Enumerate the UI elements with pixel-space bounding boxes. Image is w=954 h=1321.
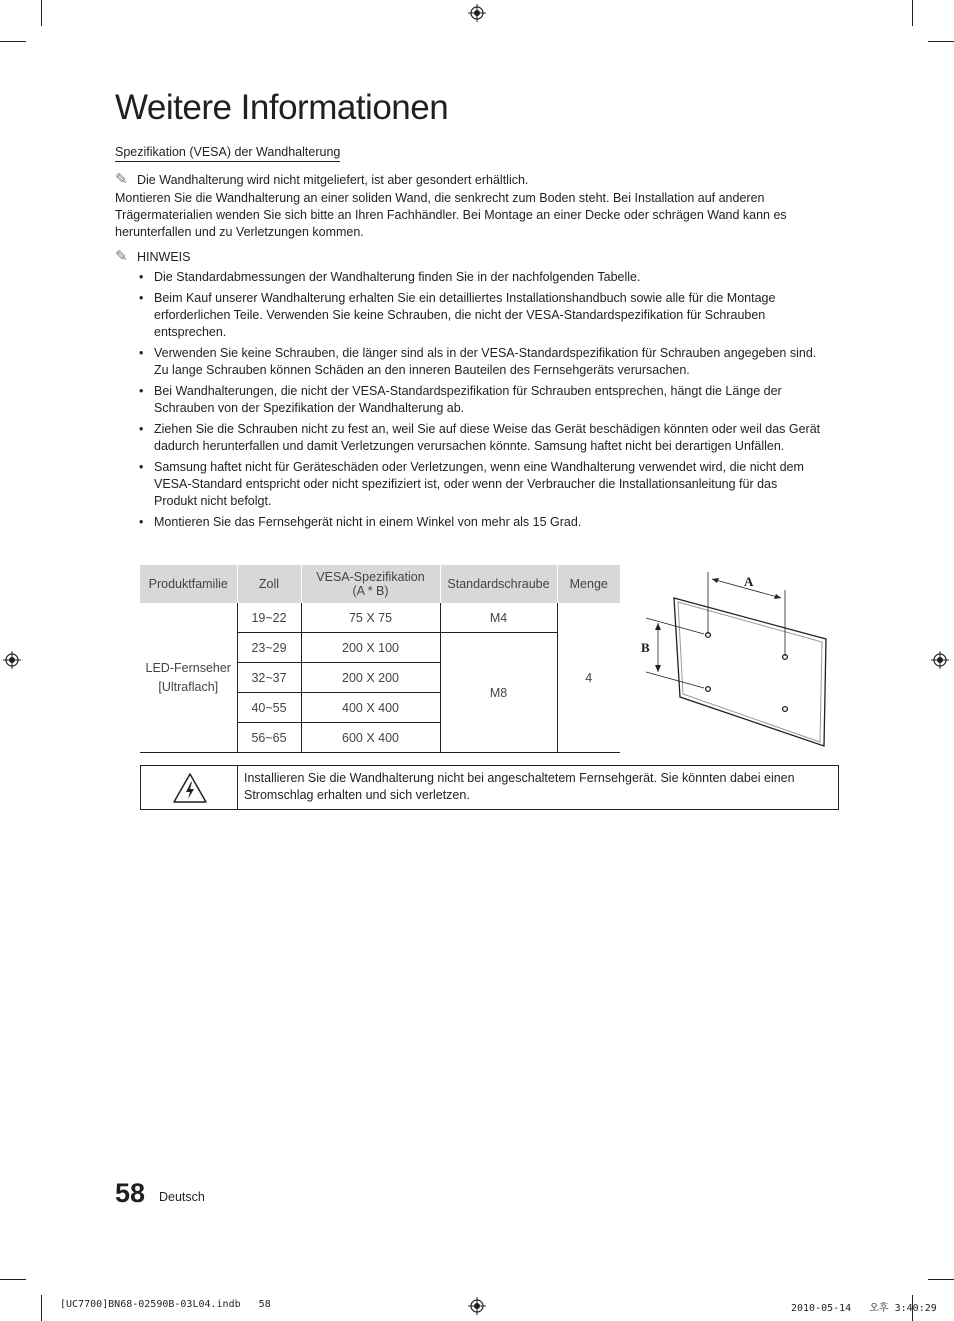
registration-mark-icon: [3, 651, 21, 669]
list-item: • Die Standardabmessungen der Wandhalterung finden Sie in der nachfolgenden Tabelle.: [136, 269, 821, 286]
header-vesa: [301, 565, 440, 603]
crop-mark: [928, 1279, 954, 1280]
hinweis-list: [136, 269, 821, 535]
label-b: B: [641, 640, 650, 655]
vesa-spec-table: [140, 565, 620, 753]
family-cell: [140, 603, 237, 753]
screw-cell: M4: [440, 603, 557, 633]
list-item: • Samsung haftet nicht für Geräteschäden oder Verletzungen, wenn eine Wandhalterung verwendet wird, die nicht dem VESA-Standard entspricht oder nicht spezifiziert ist, oder wenn der Verbraucher die Installationsanleitung für das Produkt nicht befolgt.: [136, 459, 821, 510]
crop-mark: [928, 41, 954, 42]
warning-box: [140, 765, 839, 810]
hinweis-label: HINWEIS: [137, 250, 191, 264]
quantity-cell: 4: [557, 603, 620, 753]
vesa-cell: 75 X 75: [301, 603, 440, 633]
family-line1: LED-Fernseher: [145, 660, 231, 675]
pencil-icon: ✎: [115, 171, 128, 188]
list-item: • Montieren Sie das Fernsehgerät nicht in einem Winkel von mehr als 15 Grad.: [136, 514, 821, 531]
list-item: • Verwenden Sie keine Schrauben, die länger sind als in der VESA-Standardspezifikation für Schrauben angegeben sind. Zu lange Schrauben können Schäden an den inneren Bauteilen des Fernsehgeräts verursachen.: [136, 345, 821, 379]
screw-cell: M8: [440, 633, 557, 753]
footer-file-info: [UC7700]BN68-02590B-03L04.indb 58: [60, 1299, 271, 1310]
table-row: [140, 603, 620, 633]
vesa-cell: 600 X 400: [301, 723, 440, 753]
zoll-cell: 23~29: [237, 633, 301, 663]
vesa-cell: 200 X 100: [301, 633, 440, 663]
table-header-row: [140, 565, 620, 603]
vesa-cell: 400 X 400: [301, 693, 440, 723]
note-text: Die Wandhalterung wird nicht mitgeliefert, ist aber gesondert erhältlich.: [137, 173, 529, 187]
intro-paragraph: Montieren Sie die Wandhalterung an einer soliden Wand, die senkrecht zum Boden steht. Bei Installation auf anderen Trägermaterialien wenden Sie sich bitte an Ihren Fachhändler. Bei Montage an einer Decke oder schrägen Wand kann es herunterfallen und zu Verletzungen kommen.: [115, 191, 787, 239]
section-title: Spezifikation (VESA) der Wandhalterung: [115, 145, 340, 162]
list-item: • Bei Wandhalterungen, die nicht der VESA-Standardspezifikation für Schrauben entsprechen, hängt die Länge der Schrauben von der Spezifikation der Wandhalterung ab.: [136, 383, 821, 417]
hinweis-heading: [115, 248, 190, 266]
crop-mark: [41, 1295, 42, 1321]
zoll-cell: 19~22: [237, 603, 301, 633]
crop-mark: [0, 41, 26, 42]
tv-back-outline: [674, 598, 826, 746]
footer-timestamp: 2010-05-14 오후 3:40:29: [791, 1303, 937, 1314]
header-zoll: Zoll: [237, 565, 301, 603]
crop-mark: [912, 0, 913, 26]
tv-mount-diagram: [636, 566, 836, 751]
header-vesa-line1: VESA-Spezifikation: [316, 570, 425, 584]
note-line: [115, 171, 825, 189]
zoll-cell: 40~55: [237, 693, 301, 723]
header-standardschraube: Standardschraube: [440, 565, 557, 603]
mount-hole: [706, 687, 711, 692]
page-language: Deutsch: [159, 1190, 205, 1204]
registration-mark-icon: [468, 4, 486, 22]
warning-icon-cell: [141, 766, 238, 809]
zoll-cell: 56~65: [237, 723, 301, 753]
crop-mark: [41, 0, 42, 26]
header-menge: Menge: [557, 565, 620, 603]
crop-mark: [0, 1279, 26, 1280]
zoll-cell: 32~37: [237, 663, 301, 693]
header-vesa-line2: (A * B): [352, 584, 389, 598]
mount-hole: [783, 707, 788, 712]
electric-warning-icon: [172, 772, 208, 804]
family-line2: [Ultraflach]: [158, 679, 219, 694]
label-a: A: [744, 574, 754, 589]
list-item: • Beim Kauf unserer Wandhalterung erhalten Sie ein detailliertes Installationshandbuch sowie alle für die Montage erforderlichen Teile. Verwenden Sie keine Schrauben, die nicht der VESA-Standardspezifikation für Schrauben entsprechen.: [136, 290, 821, 341]
registration-mark-icon: [468, 1297, 486, 1315]
vesa-cell: 200 X 200: [301, 663, 440, 693]
registration-mark-icon: [931, 651, 949, 669]
list-item: • Ziehen Sie die Schrauben nicht zu fest an, weil Sie auf diese Weise das Gerät beschädigen könnten oder weil das Gerät dadurch herunterfallen und damit Verletzungen verursachen könnte. Samsung haftet nicht bei derartigen Unfällen.: [136, 421, 821, 455]
header-produktfamilie: Produktfamilie: [140, 565, 237, 603]
pencil-icon: ✎: [115, 248, 128, 265]
page-number: 58: [115, 1178, 146, 1208]
page-title: Weitere Informationen: [115, 88, 449, 127]
warning-text: Installieren Sie die Wandhalterung nicht bei angeschaltetem Fernsehgerät. Sie könnten dabei einen Stromschlag erhalten und sich verletzen.: [244, 771, 795, 802]
